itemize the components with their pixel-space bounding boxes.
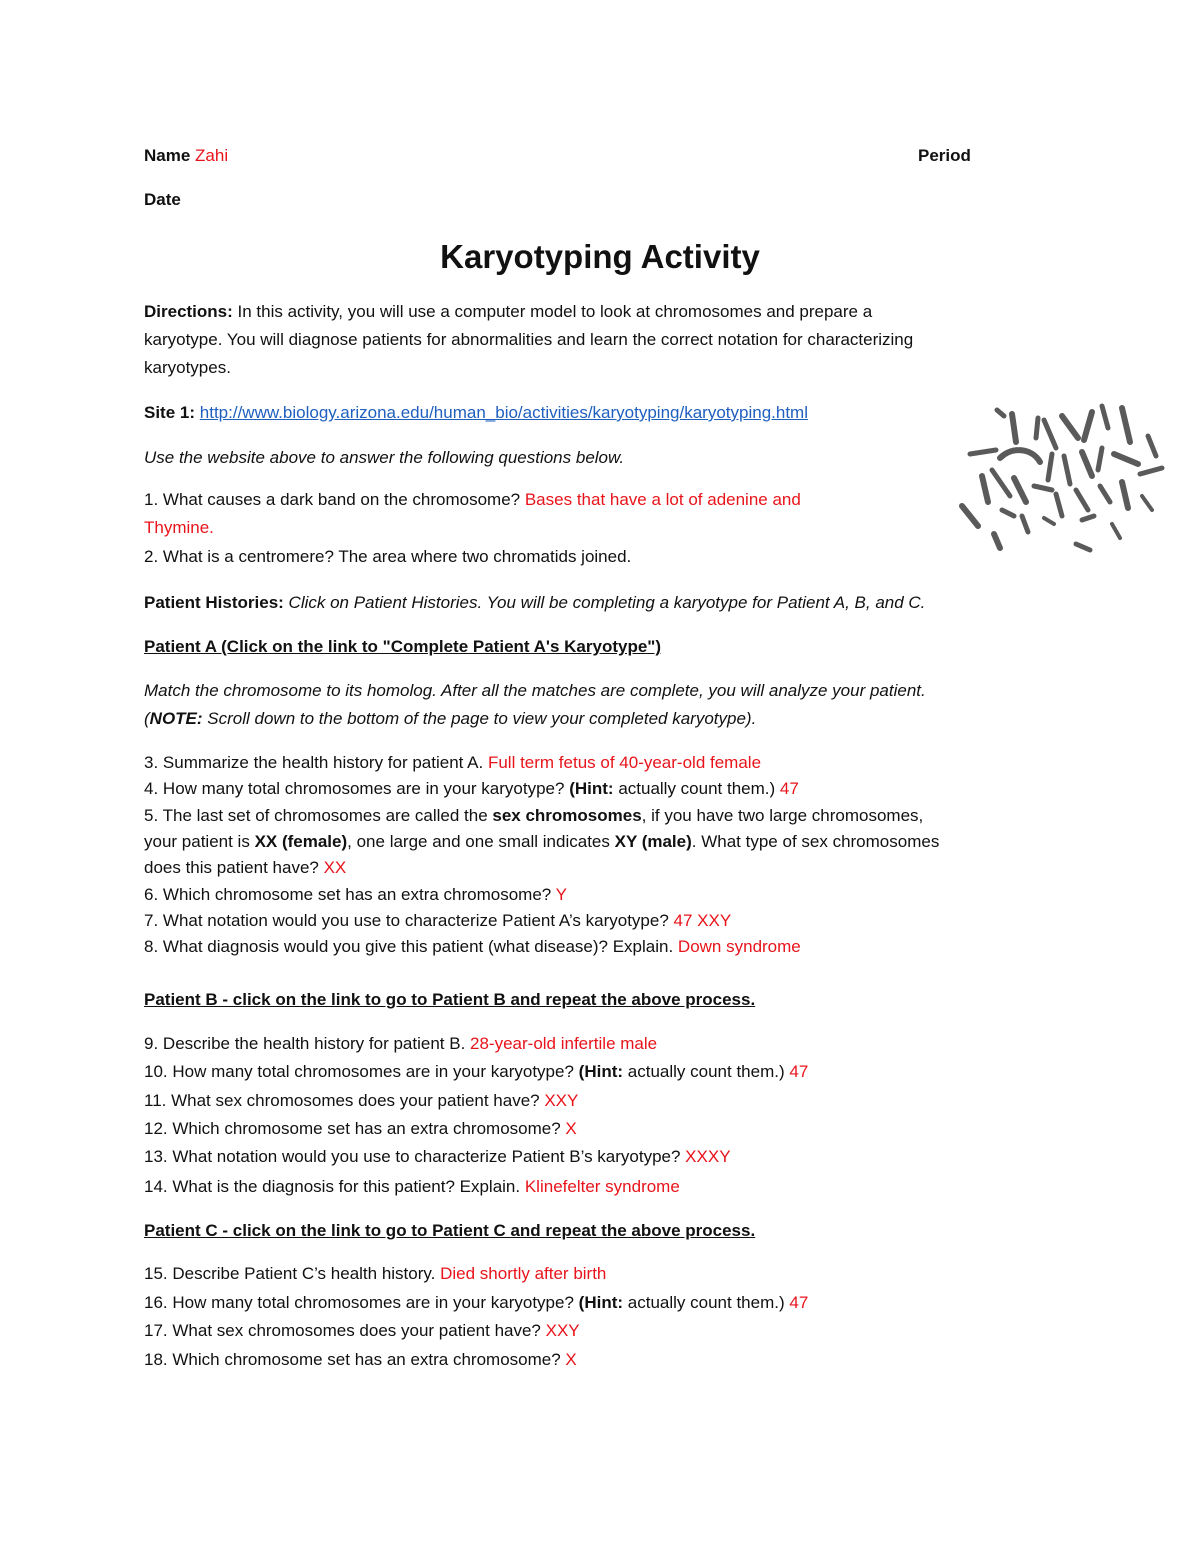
q18-number: 18. xyxy=(144,1350,168,1369)
q10-answer: 47 xyxy=(789,1062,809,1081)
patient-histories-line xyxy=(144,592,925,614)
question-10 xyxy=(144,1061,808,1083)
q16-hint-open: ( xyxy=(578,1293,585,1312)
patient-a-instruction-1: Match the chromosome to its homolog. After all the matches are complete, you will analyze your patient. xyxy=(144,681,926,700)
question-3 xyxy=(144,752,761,774)
question-5-line-1 xyxy=(144,805,923,827)
question-1 xyxy=(144,489,801,511)
q10-hint-open: ( xyxy=(578,1062,585,1081)
patient-a-heading: Patient A (Click on the link to "Complete Patient A's Karyotype") xyxy=(144,637,662,656)
q5-l2-e: . What type of sex chromosomes xyxy=(691,832,940,851)
q14-answer: Klinefelter syndrome xyxy=(524,1177,680,1196)
q15-answer: Died shortly after birth xyxy=(440,1264,607,1283)
q7-number: 7. xyxy=(144,911,159,930)
directions-text-1: In this activity, you will use a computer model to look at chromosomes and prepare a xyxy=(232,302,873,321)
q7-text: What notation would you use to characterize Patient A’s karyotype? xyxy=(158,911,674,930)
patient-a-instruction-2 xyxy=(144,708,756,730)
q4-text: How many total chromosomes are in your karyotype? xyxy=(158,779,570,798)
question-5-line-3 xyxy=(144,857,346,879)
q5-number: 5. xyxy=(144,806,159,825)
q1-number: 1. xyxy=(144,490,159,509)
q5-xx-female: XX (female) xyxy=(254,832,348,851)
q5-text-c: , if you have two large chromosomes, xyxy=(641,806,924,825)
page-title: Karyotyping Activity xyxy=(440,238,760,275)
q4-answer: 47 xyxy=(779,779,799,798)
directions-label: Directions: xyxy=(144,302,233,321)
q3-number: 3. xyxy=(144,753,159,772)
question-15 xyxy=(144,1263,606,1285)
q13-answer: XXXY xyxy=(685,1147,731,1166)
q16-text: How many total chromosomes are in your karyotype? xyxy=(167,1293,579,1312)
q5-sex-chromosomes: sex chromosomes xyxy=(492,806,642,825)
q6-number: 6. xyxy=(144,885,159,904)
q17-text: What sex chromosomes does your patient have? xyxy=(167,1321,546,1340)
paren-open: ( xyxy=(144,709,150,728)
q4-hint-text: actually count them.) xyxy=(613,779,780,798)
q12-number: 12. xyxy=(144,1119,168,1138)
q12-text: Which chromosome set has an extra chromosome? xyxy=(167,1119,566,1138)
question-5-line-2 xyxy=(144,831,939,853)
patient-c-heading: Patient C - click on the link to go to Patient C and repeat the above process. xyxy=(144,1221,756,1240)
name-line xyxy=(144,145,228,167)
patient-b-heading: Patient B - click on the link to go to Patient B and repeat the above process. xyxy=(144,990,756,1009)
q5-xy-male: XY (male) xyxy=(614,832,692,851)
q16-hint-label: Hint: xyxy=(584,1293,624,1312)
period-label: Period xyxy=(918,146,971,165)
question-16 xyxy=(144,1292,808,1314)
q9-number: 9. xyxy=(144,1034,159,1053)
q8-number: 8. xyxy=(144,937,159,956)
patient-histories-text: Click on Patient Histories. You will be completing a karyotype for Patient A, B, and C. xyxy=(283,593,926,612)
q15-number: 15. xyxy=(144,1264,168,1283)
q5-answer: XX xyxy=(323,858,347,877)
q8-answer: Down syndrome xyxy=(677,937,801,956)
q15-text: Describe Patient C’s health history. xyxy=(167,1264,441,1283)
q2-number: 2. xyxy=(144,547,159,566)
q14-text: What is the diagnosis for this patient? Explain. xyxy=(167,1177,525,1196)
q16-number: 16. xyxy=(144,1293,168,1312)
q11-answer: XXY xyxy=(544,1091,579,1110)
q3-answer: Full term fetus of 40-year-old female xyxy=(487,753,762,772)
q18-text: Which chromosome set has an extra chromosome? xyxy=(167,1350,566,1369)
question-13 xyxy=(144,1146,731,1168)
use-website-instruction: Use the website above to answer the following questions below. xyxy=(144,448,625,467)
q10-hint-text: actually count them.) xyxy=(623,1062,790,1081)
name-label: Name xyxy=(144,146,191,165)
q16-hint-text: actually count them.) xyxy=(623,1293,790,1312)
q2-text: What is a centromere? The area where two chromatids joined. xyxy=(158,547,632,566)
note-label: NOTE: xyxy=(149,709,203,728)
q5-l2-a: your patient is xyxy=(144,832,255,851)
question-12 xyxy=(144,1118,577,1140)
note-text: Scroll down to the bottom of the page to view your completed karyotype). xyxy=(202,709,757,728)
site-label: Site 1: xyxy=(144,403,196,422)
q7-answer: 47 XXY xyxy=(673,911,732,930)
q1-text: What causes a dark band on the chromosome? xyxy=(158,490,525,509)
q1-answer-part1: Bases that have a lot of adenine and xyxy=(524,490,801,509)
q17-answer: XXY xyxy=(545,1321,580,1340)
q6-answer: Y xyxy=(555,885,567,904)
q4-number: 4. xyxy=(144,779,159,798)
q11-number: 11. xyxy=(144,1091,167,1110)
question-14 xyxy=(144,1176,680,1198)
q3-text: Summarize the health history for patient A. xyxy=(158,753,488,772)
question-11 xyxy=(144,1090,578,1112)
q11-text: What sex chromosomes does your patient have? xyxy=(166,1091,545,1110)
q9-answer: 28-year-old infertile male xyxy=(470,1034,658,1053)
q6-text: Which chromosome set has an extra chromosome? xyxy=(158,885,556,904)
q12-answer: X xyxy=(565,1119,577,1138)
question-17 xyxy=(144,1320,580,1342)
q10-hint-label: Hint: xyxy=(584,1062,624,1081)
question-2 xyxy=(144,546,631,568)
q13-text: What notation would you use to characterize Patient B’s karyotype? xyxy=(167,1147,686,1166)
q10-number: 10. xyxy=(144,1062,168,1081)
site-line xyxy=(144,402,808,424)
q13-number: 13. xyxy=(144,1147,168,1166)
q18-answer: X xyxy=(565,1350,577,1369)
question-9 xyxy=(144,1033,657,1055)
site-link[interactable]: http://www.biology.arizona.edu/human_bio/activities/karyotyping/karyotyping.html xyxy=(199,403,808,422)
q5-l2-c: , one large and one small indicates xyxy=(347,832,615,851)
directions-line-3: karyotypes. xyxy=(144,358,231,377)
date-label: Date xyxy=(144,190,181,209)
q10-text: How many total chromosomes are in your karyotype? xyxy=(167,1062,579,1081)
chromosome-spread-image xyxy=(952,398,1177,563)
question-6 xyxy=(144,884,567,906)
q16-answer: 47 xyxy=(789,1293,809,1312)
q5-text-a: The last set of chromosomes are called the xyxy=(158,806,493,825)
q1-answer-part2: Thymine. xyxy=(144,518,214,537)
q17-number: 17. xyxy=(144,1321,168,1340)
directions-line-1 xyxy=(144,301,872,323)
q4-hint-open: ( xyxy=(569,779,575,798)
question-4 xyxy=(144,778,799,800)
q9-text: Describe the health history for patient B. xyxy=(158,1034,471,1053)
question-7 xyxy=(144,910,731,932)
directions-line-2: karyotype. You will diagnose patients for abnormalities and learn the correct notation for characterizing xyxy=(144,330,914,349)
q4-hint-label: Hint: xyxy=(574,779,614,798)
question-18 xyxy=(144,1349,577,1371)
name-value: Zahi xyxy=(195,146,229,165)
q14-number: 14. xyxy=(144,1177,168,1196)
q8-text: What diagnosis would you give this patient (what disease)? Explain. xyxy=(158,937,678,956)
patient-histories-label: Patient Histories: xyxy=(144,593,284,612)
q5-l3: does this patient have? xyxy=(144,858,324,877)
question-8 xyxy=(144,936,801,958)
